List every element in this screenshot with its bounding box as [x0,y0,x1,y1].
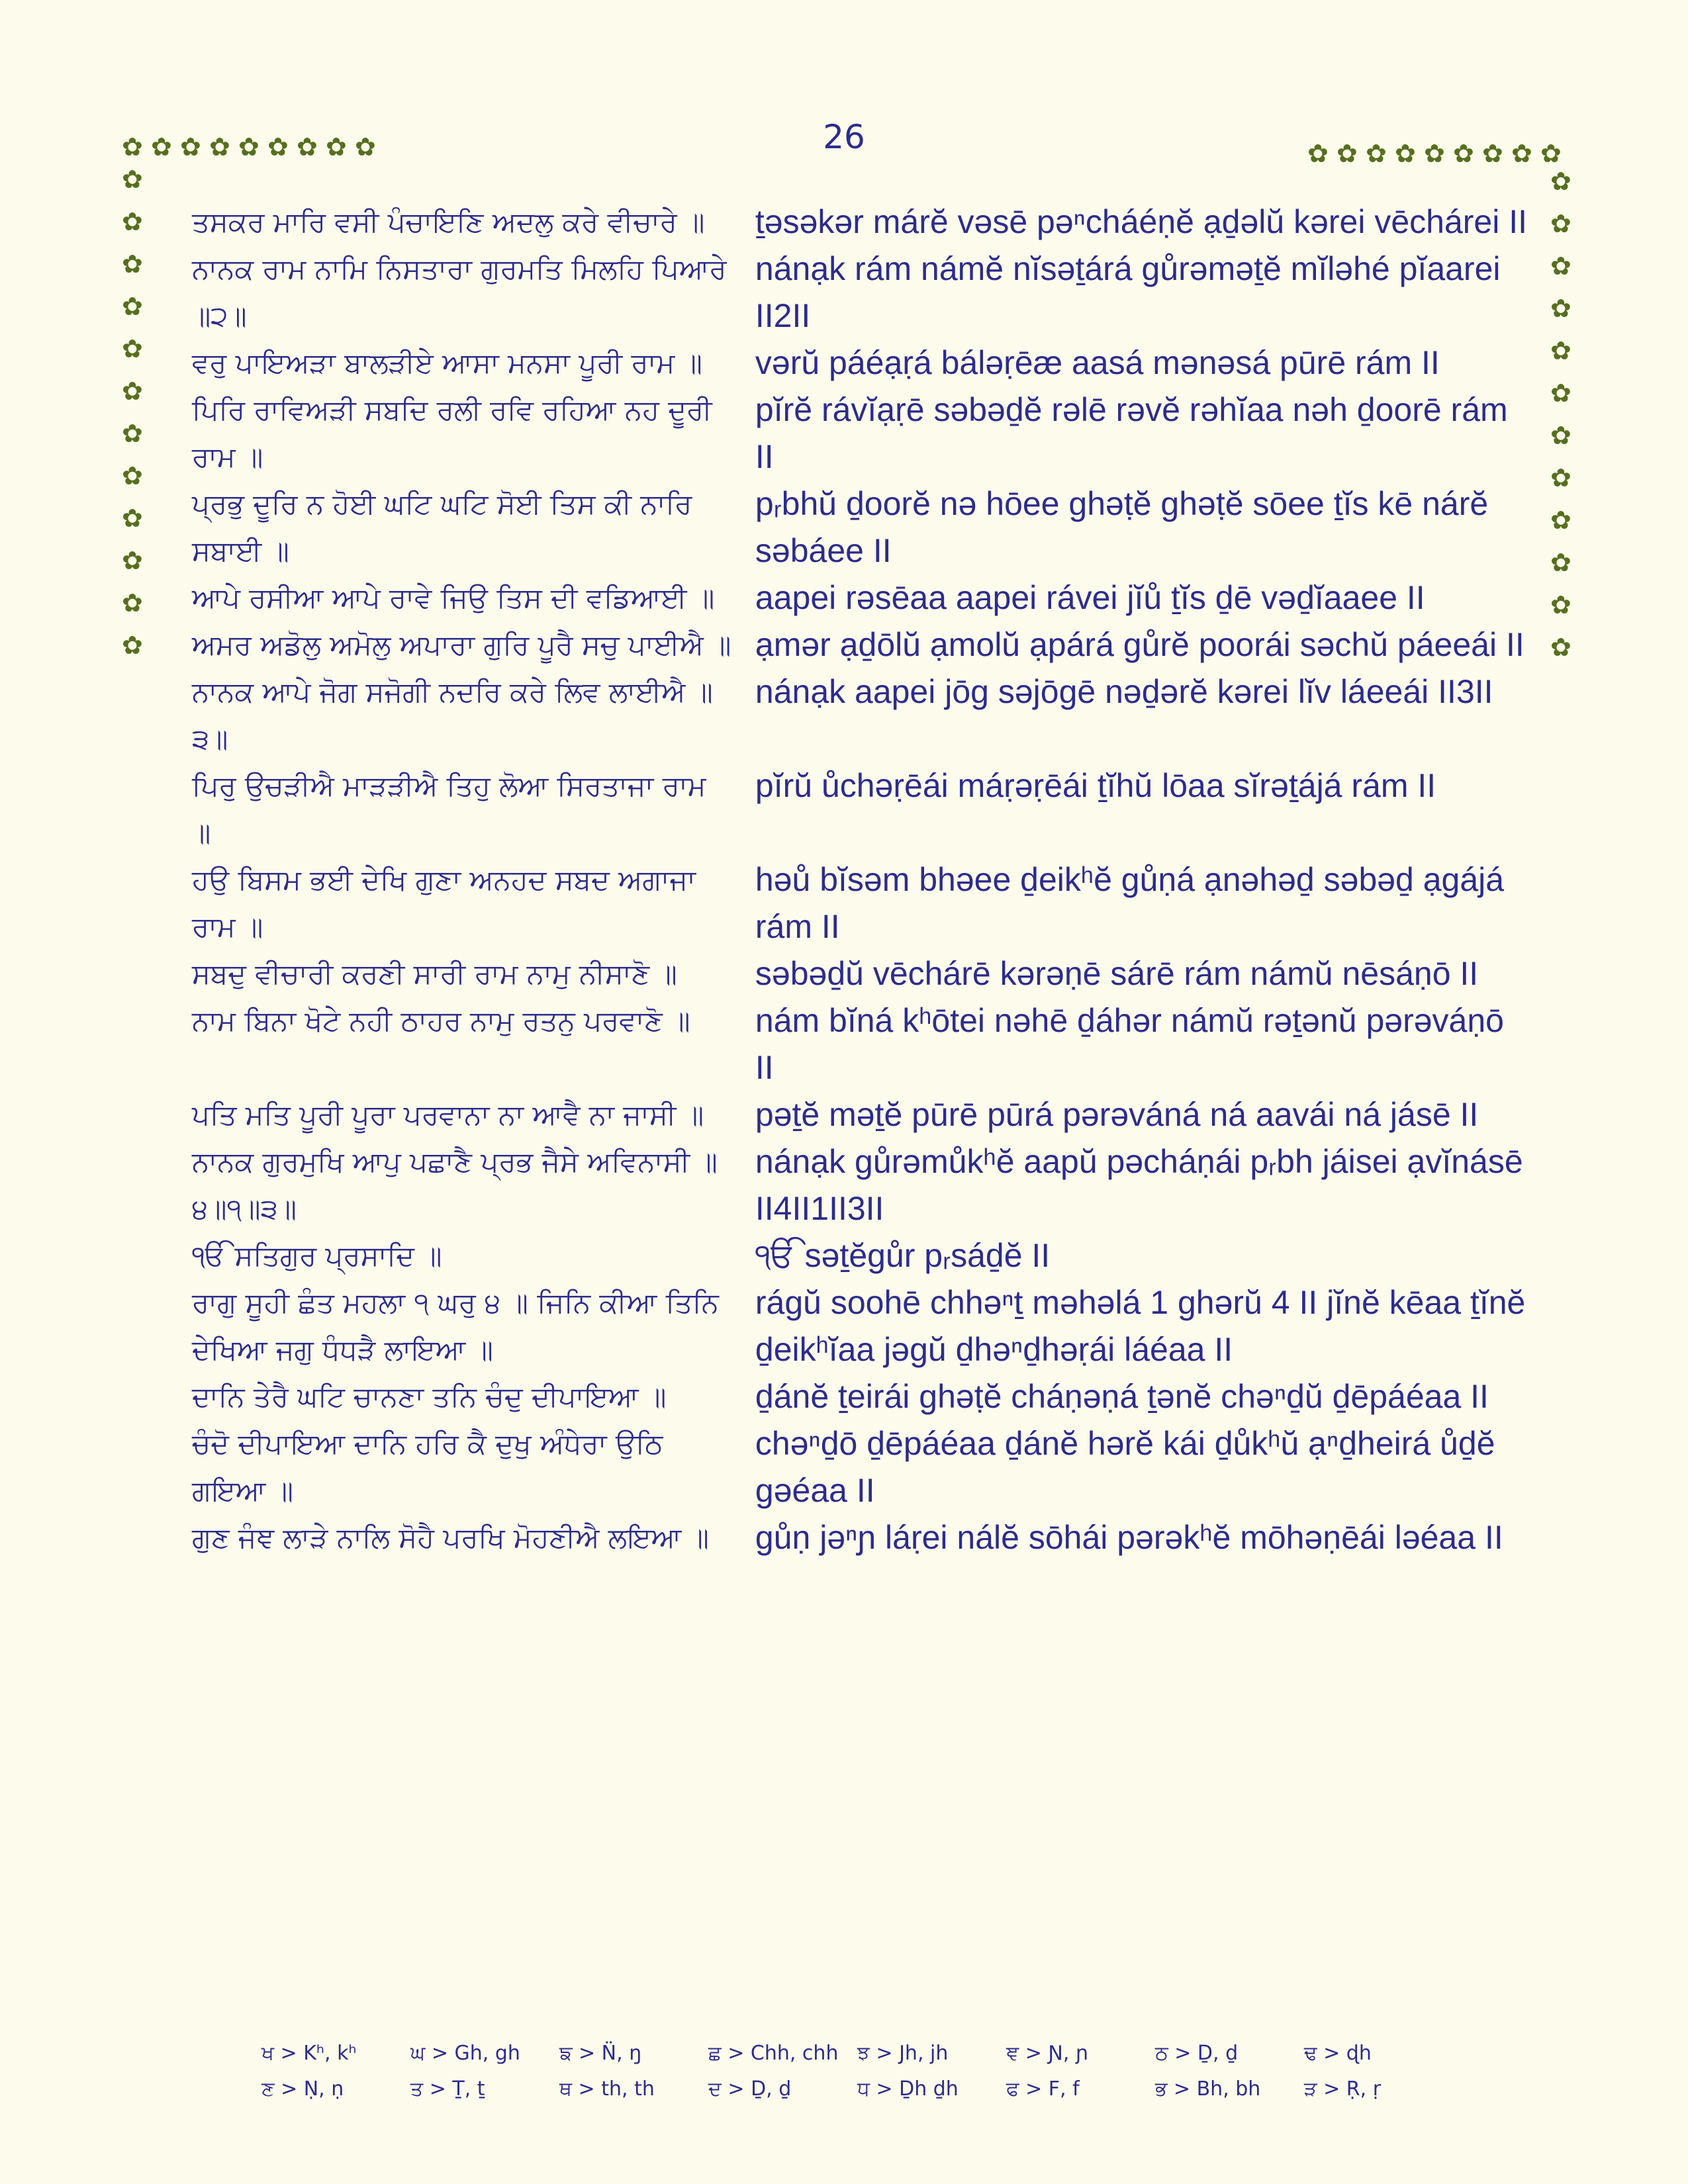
flower-ornament-icon: ✿ [238,132,259,161]
legend-item: ਫ > F, f [1006,2077,1080,2101]
transliteration-line: ạmər ạḏōlŭ ạmolŭ ạpárá gůrĕ poorái səchŭ páeeái II [755,626,1524,663]
legend-item: ਞ > Ɲ, ɲ [1006,2041,1089,2065]
verse-row [192,762,1529,856]
transliteration-line: ḏánĕ ṯeirái ghəṭĕ cháṇəṇá ṯənĕ chəⁿḏŭ ḏēpáéaa II [755,1378,1489,1415]
flower-ornament-icon: ✿ [1550,251,1571,281]
verse-row [192,950,1529,997]
verse-row [192,856,1529,950]
transliteration-line: nám bĭná kʰōtei nəhē ḏáhər námŭ rəṯənŭ pərəváṇō II [755,1002,1504,1086]
transliteration-line: pĭrĕ rávĭạṛē səbəḏĕ rəlē rəvĕ rəhĭaa nəh ḏoorē rám II [755,391,1508,475]
transliteration-line: gůṇ jəⁿɲ láṛei nálĕ sōhái pərəkʰĕ mōhəṇēái ləéaa II [755,1519,1503,1556]
gurmukhi-line: ਰਾਗੁ ਸੂਹੀ ਛੰਤ ਮਹਲਾ ੧ ਘਰੁ ੪ ॥ ਜਿਨਿ ਕੀਆ ਤਿਨਿ ਦੇਖਿਆ ਜਗੁ ਧੰਧੜੈ ਲਾਇਆ ॥ [192,1287,719,1366]
flower-ornament-icon: ✿ [355,132,376,161]
gurmukhi-line: ਵਰੁ ਪਾਇਅੜਾ ਬਾਲੜੀਏ ਆਸਾ ਮਨਸਾ ਪੂਰੀ ਰਾਮ ॥ [192,347,702,379]
flower-ornament-icon: ✿ [122,132,143,161]
flower-ornament-icon: ✿ [1550,294,1571,323]
flower-ornament-icon: ✿ [1550,336,1571,365]
legend-item: ਤ > Ṯ, ṯ [410,2077,485,2101]
legend-item: ਠ > Ḏ, ḏ [1155,2041,1239,2065]
legend-item: ਘ > Gh, gh [410,2041,520,2065]
gurmukhi-line: ਨਾਨਕ ਰਾਮ ਨਾਮਿ ਨਿਸਤਾਰਾ ਗੁਰਮਤਿ ਮਿਲਹਿ ਪਿਆਰੇ ॥੨॥ [192,253,727,332]
gurmukhi-line: ਨਾਨਕ ਆਪੇ ਜੋਗ ਸਜੋਗੀ ਨਦਰਿ ਕਰੇ ਲਿਵ ਲਾਈਐ ॥੩॥ [192,676,713,755]
transliteration-line: pᵣbhŭ ḏoorĕ nə hōee ghəṭĕ ghəṭĕ sōee ṯĭs kē nárĕ səbáee II [755,485,1489,569]
verse-row [192,574,1529,621]
flower-ornament-icon: ✿ [1395,139,1416,168]
flower-ornament-icon: ✿ [326,132,347,161]
flower-ornament-icon: ✿ [122,165,143,194]
gurmukhi-line: ਪਤਿ ਮਤਿ ਪੂਰੀ ਪੂਰਾ ਪਰਵਾਨਾ ਨਾ ਆਵੈ ਨਾ ਜਾਸੀ ॥ [192,1099,704,1131]
verse-row [192,668,1529,762]
gurmukhi-line: ਪਿਰਿ ਰਾਵਿਅੜੀ ਸਬਦਿ ਰਲੀ ਰਵਿ ਰਹਿਆ ਨਹ ਦੂਰੀ ਰਾਮ ॥ [192,394,712,473]
flower-ornament-icon: ✿ [151,132,172,161]
flower-ornament-icon: ✿ [122,504,143,533]
flower-ornament-icon: ✿ [180,132,201,161]
flower-ornament-icon: ✿ [1366,139,1387,168]
legend-row [261,2071,1453,2107]
legend-item: ਧ > Ḏh ḏh [857,2077,959,2101]
gurmukhi-line: ਤਸਕਰ ਮਾਰਿ ਵਸੀ ਪੰਚਾਇਣਿ ਅਦਲੁ ਕਰੇ ਵੀਚਾਰੇ ॥ [192,206,705,238]
gurmukhi-line: ਗੁਣ ਜੰਞ ਲਾੜੇ ਨਾਲਿ ਸੋਹੈ ਪਰਖਿ ਮੋਹਣੀਐ ਲਇਆ ॥ [192,1522,709,1554]
flower-ornament-icon: ✿ [1550,590,1571,619]
legend-item: ਝ > Jh, jh [857,2041,949,2065]
verse-row [192,1420,1529,1514]
flower-ornament-icon: ✿ [1336,139,1358,168]
legend-row [261,2035,1453,2071]
transliteration-line: pĭrŭ ůchəṛēái máṛəṛēái ṯĭhŭ lōaa sĭrəṯájá rám II [755,767,1436,804]
flower-ornament-icon: ✿ [209,132,230,161]
gurmukhi-line: ਅਮਰ ਅਡੋਲੁ ਅਮੋਲੁ ਅਪਾਰਾ ਗੁਰਿ ਪੂਰੈ ਸਚੁ ਪਾਈਐ ॥ [192,629,731,661]
gurmukhi-line: ੴ ਸਤਿਗੁਰ ਪ੍ਰਸਾਦਿ ॥ [192,1240,442,1272]
verse-row [192,1232,1529,1279]
verse-row [192,1373,1529,1420]
flower-ornament-icon: ✿ [122,419,143,448]
legend-item: ਦ > Ḏ, ḏ [708,2077,792,2101]
flower-ornament-icon: ✿ [1453,139,1474,168]
flower-ornament-icon: ✿ [297,132,318,161]
transliteration-line: rágŭ soohē chhəⁿṯ məhəlá 1 ghərŭ 4 II jĭnĕ kēaa ṯĭnĕ ḏeikʰĭaa jəgŭ ḏhəⁿḏhəṛái láéaa II [755,1284,1526,1368]
flower-ornament-icon: ✿ [1511,139,1532,168]
verse-row [192,1514,1529,1561]
transliteration-line: aapei rəsēaa aapei rávei jĭů ṯĭs ḏē vəḏĭaaee II [755,579,1425,616]
gurmukhi-line: ਦਾਨਿ ਤੇਰੈ ਘਟਿ ਚਾਨਣਾ ਤਨਿ ਚੰਦੁ ਦੀਪਾਇਆ ॥ [192,1381,667,1413]
flower-ornament-icon: ✿ [122,588,143,617]
flower-ornament-icon: ✿ [122,377,143,406]
verse-row [192,1138,1529,1232]
flower-ornament-icon: ✿ [1550,506,1571,535]
flower-ornament-icon: ✿ [122,546,143,575]
verse-row [192,199,1529,246]
transliteration-line: səbəḏŭ vēchárē kərəṇē sárē rám námŭ nēsáṇō II [755,955,1479,992]
legend-item: ਥ > th, th [559,2077,655,2101]
transliteration-line: nánạk aapei jōg səjōgē nəḏərĕ kərei lĭv láeeái II3II [755,673,1493,710]
verse-row [192,621,1529,668]
gurmukhi-line: ਪਿਰੁ ਉਚੜੀਐ ਮਾੜੜੀਐ ਤਿਹੁ ਲੋਆ ਸਿਰਤਾਜਾ ਰਾਮ ॥ [192,770,706,849]
transliteration-line: ṯəsəkər márĕ vəsē pəⁿcháéṇĕ ạḏəlŭ kərei vēchárei II [755,203,1528,240]
transliteration-legend [261,2035,1453,2107]
legend-item: ਙ > N̈, ŋ [559,2041,642,2065]
gurmukhi-line: ਨਾਮ ਬਿਨਾ ਖੋਟੇ ਨਹੀ ਠਾਹਰ ਨਾਮੁ ਰਤਨੁ ਪਰਵਾਣੋ ॥ [192,1005,690,1037]
gurmukhi-line: ਸਬਦੁ ਵੀਚਾਰੀ ਕਰਣੀ ਸਾਰੀ ਰਾਮ ਨਾਮੁ ਨੀਸਾਣੋ ॥ [192,958,677,990]
legend-item: ਣ > Ṇ, ṇ [261,2077,344,2101]
flower-ornament-icon: ✿ [122,631,143,660]
legend-item: ਖ > Kʰ, kʰ [261,2041,357,2065]
flower-ornament-icon: ✿ [1550,209,1571,238]
transliteration-line: nánạk rám námĕ nĭsəṯárá gůrəməṯĕ mĭləhé pĭaarei II2II [755,250,1501,334]
verse-row [192,1091,1529,1138]
gurmukhi-line: ਆਪੇ ਰਸੀਆ ਆਪੇ ਰਾਵੇ ਜਿਉ ਤਿਸ ਦੀ ਵਡਿਆਈ ॥ [192,582,715,614]
flower-ornament-icon: ✿ [1424,139,1445,168]
flower-ornament-icon: ✿ [1550,548,1571,577]
gurmukhi-line: ਹਉ ਬਿਸਮ ਭਈ ਦੇਖਿ ਗੁਣਾ ਅਨਹਦ ਸਬਦ ਅਗਾਜਾ ਰਾਮ ॥ [192,864,696,943]
legend-item: ੜ > Ṛ, ṛ [1304,2077,1382,2101]
legend-item: ਛ > Chh, chh [708,2041,839,2065]
transliteration-line: pəṯĕ məṯĕ pūrē pūrá pərəváná ná aavái ná jásē II [755,1096,1479,1133]
flower-ornament-icon: ✿ [122,292,143,321]
verse-row [192,246,1529,340]
transliteration-line: nánạk gůrəmůkʰĕ aapŭ pəcháṇái pᵣbh jáisei ạvĭnásē II4II1II3II [755,1143,1523,1227]
legend-item: ਢ > ɖh [1304,2041,1372,2065]
gurmukhi-line: ਨਾਨਕ ਗੁਰਮੁਖਿ ਆਪੁ ਪਛਾਣੈ ਪ੍ਰਭ ਜੈਸੇ ਅਵਿਨਾਸੀ ॥੪॥੧॥੩॥ [192,1146,718,1225]
flower-ornament-icon: ✿ [122,334,143,363]
verse-row [192,387,1529,480]
flower-ornament-icon: ✿ [1307,139,1329,168]
verse-row [192,480,1529,574]
flower-ornament-icon: ✿ [1550,379,1571,408]
flower-ornament-icon: ✿ [122,461,143,490]
transliteration-line: chəⁿḏō ḏēpáéaa ḏánĕ hərĕ kái ḏůkʰŭ ạⁿḏheirá ůḏĕ gəéaa II [755,1425,1495,1509]
flower-ornament-icon: ✿ [1550,167,1571,196]
flower-ornament-icon: ✿ [1550,463,1571,492]
gurmukhi-line: ਚੰਦੋ ਦੀਪਾਇਆ ਦਾਨਿ ਹਰਿ ਕੈ ਦੁਖੁ ਅੰਧੇਰਾ ਉਠਿ ਗਇਆ ॥ [192,1428,663,1507]
flower-ornament-icon: ✿ [122,250,143,279]
legend-item: ਭ > Bh, bh [1155,2077,1261,2101]
verse-row [192,1279,1529,1373]
transliteration-line: vərŭ páéạṛá báləṛēæ aasá mənəsá pūrē rám II [755,344,1440,381]
flower-ornament-icon: ✿ [1550,421,1571,450]
page-number: 26 [823,118,865,156]
transliteration-line: həů bĭsəm bhəee ḏeikʰĕ gůṇá ạnəhəḏ səbəḏ ạgájá rám II [755,861,1505,945]
flower-ornament-icon: ✿ [1550,633,1571,662]
verse-row [192,997,1529,1091]
verse-list [192,199,1529,1561]
verse-row [192,340,1529,387]
flower-ornament-icon: ✿ [1482,139,1503,168]
flower-ornament-icon: ✿ [267,132,289,161]
flower-ornament-icon: ✿ [122,207,143,236]
flower-ornament-icon: ✿ [1540,139,1562,168]
transliteration-line: ੴ səṯĕgůr pᵣsáḏĕ II [755,1237,1051,1274]
gurmukhi-line: ਪ੍ਰਭੁ ਦੂਰਿ ਨ ਹੋਈ ਘਟਿ ਘਟਿ ਸੋਈ ਤਿਸ ਕੀ ਨਾਰਿ ਸਬਾਈ ॥ [192,488,692,567]
